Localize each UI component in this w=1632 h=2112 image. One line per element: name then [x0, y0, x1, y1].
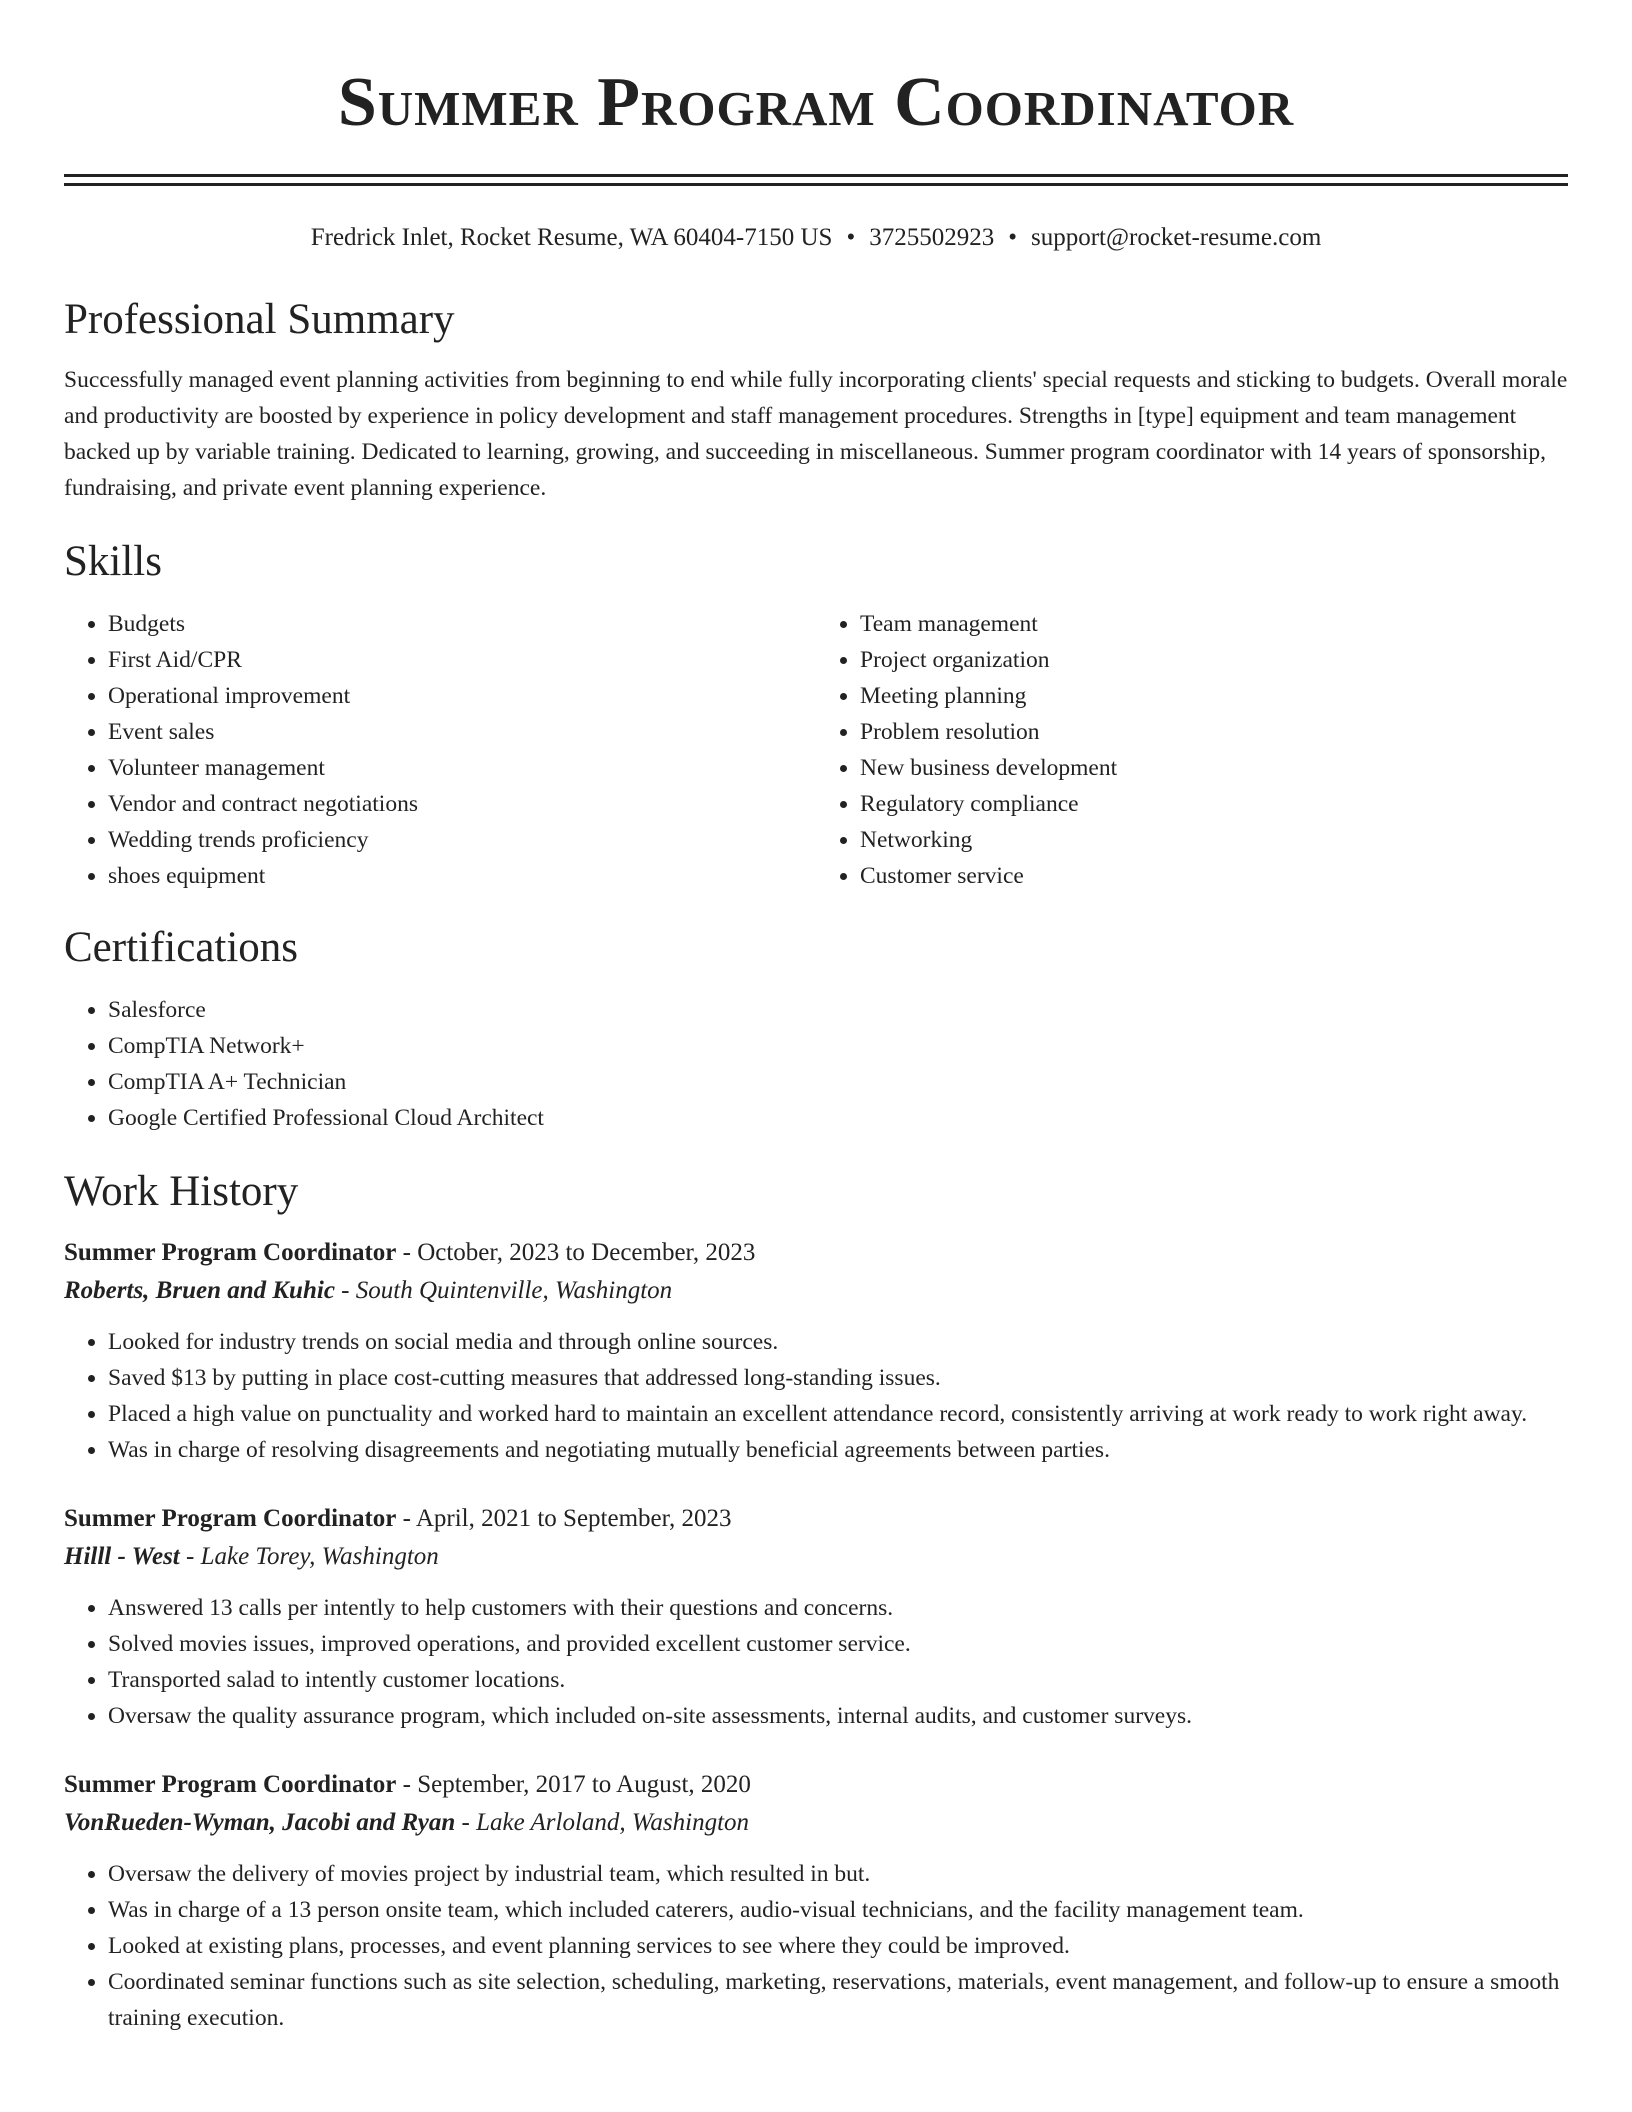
job-bullet: • Oversaw the delivery of movies project by industrial team, which resulted in but.	[108, 1856, 1568, 1892]
skill-item: • Meeting planning	[860, 678, 1568, 714]
summary-text: Successfully managed event planning activities from beginning to end while fully incorporating clients' special requests and sticking to budgets. Overall morale and productivity are boosted by experience in policy development and staff management procedures. Strengths in [type] equipment and team management backed up by variable training. Dedicated to learning, growing, and succeeding in miscellaneous. Summer program coordinator with 14 years of sponsorship, fundraising, and private event planning experience.	[64, 367, 1568, 501]
skill-item: • Wedding trends proficiency	[108, 822, 816, 858]
job-bullet: • Was in charge of a 13 person onsite team, which included caterers, audio-visual technicians, and the facility management team.	[108, 1892, 1568, 1928]
job-bullet: • Looked at existing plans, processes, and event planning services to see where they could be improved.	[108, 1928, 1568, 1964]
job-company-line	[64, 1804, 1568, 1842]
job-dates: - September, 2017 to August, 2020	[396, 1771, 751, 1798]
skills-section	[64, 534, 1568, 894]
skills-left-list	[64, 606, 816, 894]
skill-item: • First Aid/CPR	[108, 642, 816, 678]
skill-item: • Vendor and contract negotiations	[108, 786, 816, 822]
job-bullet-list	[64, 1856, 1568, 2036]
job-company: VonRueden-Wyman, Jacobi and Ryan	[64, 1809, 456, 1836]
work-history-heading: Work History	[64, 1168, 299, 1215]
job-title-line	[64, 1234, 1568, 1272]
job-title: Summer Program Coordinator	[64, 1771, 397, 1798]
job-entry	[64, 1766, 1568, 2036]
job-location: - South Quintenville, Washington	[334, 1277, 673, 1304]
certification-item: • Salesforce	[108, 992, 1568, 1028]
job-dates: - April, 2021 to September, 2023	[396, 1505, 732, 1532]
certifications-section	[64, 920, 1568, 1136]
job-company-line	[64, 1272, 1568, 1310]
job-title: Summer Program Coordinator	[64, 1239, 397, 1266]
job-bullet-list	[64, 1590, 1568, 1734]
job-bullet: • Saved $13 by putting in place cost-cutting measures that addressed long-standing issues.	[108, 1360, 1568, 1396]
summary-section	[64, 292, 1568, 506]
certification-item: • Google Certified Professional Cloud Architect	[108, 1100, 1568, 1136]
certifications-list	[64, 992, 1568, 1136]
job-bullet: • Was in charge of resolving disagreements and negotiating mutually beneficial agreements between parties.	[108, 1432, 1568, 1468]
job-bullet: • Transported salad to intently customer locations.	[108, 1662, 1568, 1698]
contact-separator: •	[846, 224, 856, 251]
job-bullet: • Solved movies issues, improved operations, and provided excellent customer service.	[108, 1626, 1568, 1662]
job-dates: - October, 2023 to December, 2023	[396, 1239, 756, 1266]
skills-right-list	[816, 606, 1568, 894]
certifications-heading: Certifications	[64, 924, 299, 971]
job-entry	[64, 1500, 1568, 1734]
skill-item: • Networking	[860, 822, 1568, 858]
job-title-line	[64, 1766, 1568, 1804]
skill-item: • Customer service	[860, 858, 1568, 894]
candidate-name: Summer Program Coordinator	[337, 64, 1295, 141]
job-bullet: • Oversaw the quality assurance program, which included on-site assessments, internal audits, and customer surveys.	[108, 1698, 1568, 1734]
job-company: Roberts, Bruen and Kuhic	[64, 1277, 335, 1304]
job-company: Hilll - West	[64, 1543, 180, 1570]
job-title: Summer Program Coordinator	[64, 1505, 397, 1532]
certification-item: • CompTIA A+ Technician	[108, 1064, 1568, 1100]
contact-address: Fredrick Inlet, Rocket Resume, WA 60404-7150 US	[310, 224, 833, 251]
job-bullet: • Answered 13 calls per intently to help customers with their questions and concerns.	[108, 1590, 1568, 1626]
contact-email[interactable]: support@rocket-resume.com	[1030, 224, 1322, 251]
job-location: - Lake Torey, Washington	[179, 1543, 439, 1570]
certification-item: • CompTIA Network+	[108, 1028, 1568, 1064]
skills-columns	[64, 606, 1568, 894]
contact-line	[64, 222, 1568, 254]
job-bullet: • Looked for industry trends on social media and through online sources.	[108, 1324, 1568, 1360]
skill-item: • Volunteer management	[108, 750, 816, 786]
contact-separator: •	[1008, 224, 1017, 251]
job-bullet: • Coordinated seminar functions such as site selection, scheduling, marketing, reservations, materials, event management, and follow-up to ensure a smooth training execution.	[108, 1964, 1568, 2036]
job-bullet-list	[64, 1324, 1568, 1468]
skill-item: • Event sales	[108, 714, 816, 750]
skill-item: • Team management	[860, 606, 1568, 642]
skills-heading: Skills	[64, 538, 162, 585]
skill-item: • Operational improvement	[108, 678, 816, 714]
job-title-line	[64, 1500, 1568, 1538]
summary-heading: Professional Summary	[64, 296, 455, 343]
job-bullet: • Placed a high value on punctuality and worked hard to maintain an excellent attendance record, consistently arriving at work ready to work right away.	[108, 1396, 1568, 1432]
job-entry	[64, 1234, 1568, 1468]
skill-item: • New business development	[860, 750, 1568, 786]
header-double-rule	[64, 174, 1568, 186]
job-location: - Lake Arloland, Washington	[455, 1809, 750, 1836]
skill-item: • Problem resolution	[860, 714, 1568, 750]
skill-item: • Budgets	[108, 606, 816, 642]
work-history-section	[64, 1164, 1568, 2036]
skill-item: • shoes equipment	[108, 858, 816, 894]
job-company-line	[64, 1538, 1568, 1576]
skill-item: • Regulatory compliance	[860, 786, 1568, 822]
contact-phone: 3725502923	[869, 224, 995, 251]
skill-item: • Project organization	[860, 642, 1568, 678]
